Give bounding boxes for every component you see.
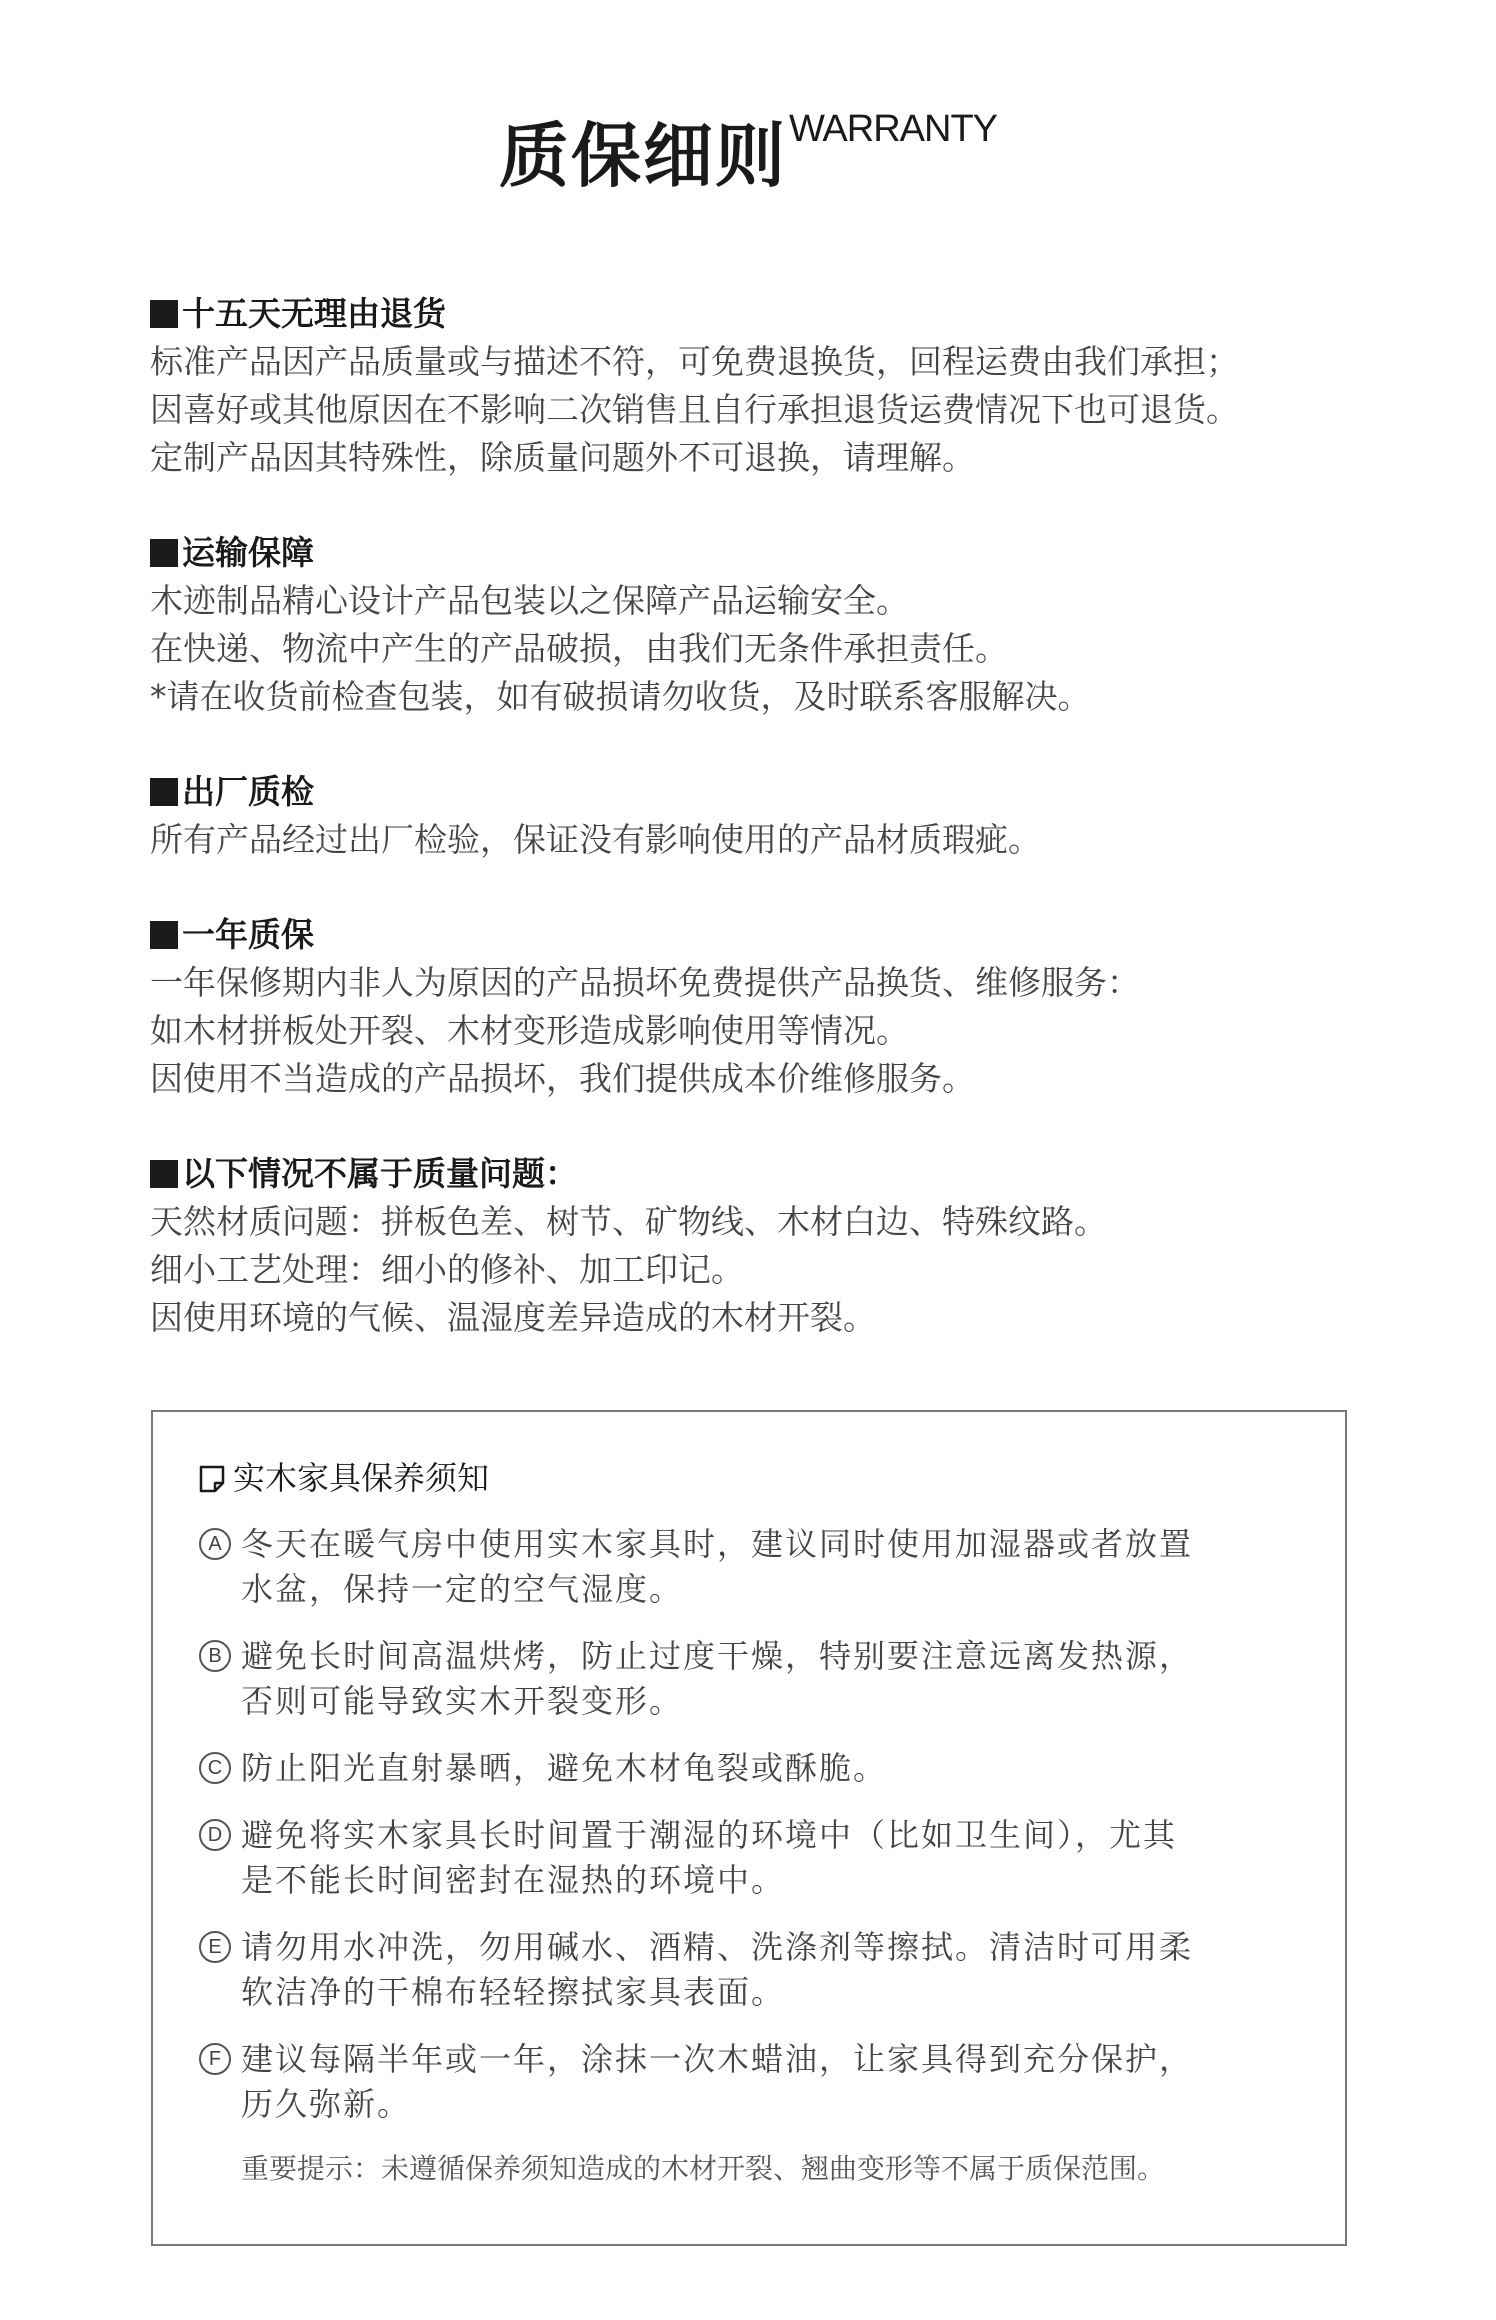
section-line: 细小工艺处理：细小的修补、加工印记。 [150,1250,744,1289]
circled-letter-e-icon: E [199,1931,231,1963]
section-shipping [150,529,1370,721]
circled-letter-d-icon: D [199,1819,231,1851]
care-item [199,1522,1319,1612]
care-item [199,1813,1319,1903]
square-bullet-icon [150,539,178,567]
section-factory-inspection [150,768,1370,864]
section-line: 因喜好或其他原因在不影响二次销售且自行承担退货运费情况下也可退货。 [150,390,1239,429]
important-note: 重要提示：未遵循保养须知造成的木材开裂、翘曲变形等不属于质保范围。 [241,2152,1166,2185]
care-title [199,1458,489,1498]
note-icon [199,1465,225,1493]
care-line: 防止阳光直射暴晒，避免木材龟裂或酥脆。 [241,1749,888,1787]
section-line: 木迹制品精心设计产品包装以之保障产品运输安全。 [150,581,909,620]
square-bullet-icon [150,300,178,328]
care-item [199,1634,1319,1724]
section-heading-text: 以下情况不属于质量问题： [182,1154,578,1193]
care-item [199,2037,1319,2127]
circled-letter-b-icon: B [199,1640,231,1672]
page-title-en: WARRANTY [788,108,998,150]
section-line: 因使用环境的气候、温湿度差异造成的木材开裂。 [150,1298,876,1337]
section-exclusions [150,1150,1370,1342]
care-line: 软洁净的干棉布轻轻擦拭家具表面。 [241,1973,786,2011]
section-line: 所有产品经过出厂检验，保证没有影响使用的产品材质瑕疵。 [150,820,1041,859]
section-line: 天然材质问题：拼板色差、树节、矿物线、木材白边、特殊纹路。 [150,1202,1107,1241]
care-item [199,1925,1319,2015]
section-heading-text: 十五天无理由退货 [182,294,446,333]
care-line: 避免长时间高温烘烤，防止过度干燥，特别要注意远离发热源， [241,1637,1194,1675]
square-bullet-icon [150,778,178,806]
section-line: 在快递、物流中产生的产品破损，由我们无条件承担责任。 [150,629,1008,668]
care-line: 建议每隔半年或一年，涂抹一次木蜡油，让家具得到充分保护， [241,2040,1194,2078]
circled-letter-c-icon: C [199,1752,231,1784]
section-heading [150,911,1370,959]
care-line: 水盆，保持一定的空气湿度。 [241,1570,684,1608]
page-title: 质保细则 [498,115,787,197]
circled-letter-f-icon: F [199,2043,231,2075]
section-heading [150,1150,1370,1198]
section-heading-text: 一年质保 [182,915,314,954]
care-list [199,1522,1319,2149]
section-line: 定制产品因其特殊性，除质量问题外不可退换，请理解。 [150,438,975,477]
section-line: *请在收货前检查包装，如有破损请勿收货，及时联系客服解决。 [150,677,1091,716]
section-line: 一年保修期内非人为原因的产品损坏免费提供产品换货、维修服务： [150,963,1140,1002]
section-heading [150,768,1370,816]
care-line: 历久弥新。 [241,2085,412,2123]
circled-letter-a-icon: A [199,1528,231,1560]
section-heading [150,290,1370,338]
square-bullet-icon [150,1160,178,1188]
section-heading-text: 运输保障 [182,533,314,572]
section-line: 标准产品因产品质量或与描述不符，可免费退换货，回程运费由我们承担； [150,342,1239,381]
care-instructions-box [151,1410,1347,2246]
care-item [199,1746,1319,1791]
section-line: 因使用不当造成的产品损坏，我们提供成本价维修服务。 [150,1059,975,1098]
care-line: 避免将实木家具长时间置于潮湿的环境中（比如卫生间），尤其 [241,1816,1178,1854]
section-heading-text: 出厂质检 [182,772,314,811]
care-line: 否则可能导致实木开裂变形。 [241,1682,684,1720]
care-title-text: 实木家具保养须知 [233,1459,490,1497]
section-heading [150,529,1370,577]
care-line: 冬天在暖气房中使用实木家具时，建议同时使用加湿器或者放置 [241,1525,1194,1563]
square-bullet-icon [150,921,178,949]
section-line: 如木材拼板处开裂、木材变形造成影响使用等情况。 [150,1011,909,1050]
care-line: 请勿用水冲洗，勿用碱水、酒精、洗涤剂等擦拭。清洁时可用柔 [241,1928,1194,1966]
warranty-sections [150,290,1370,1389]
section-return-policy [150,290,1370,482]
care-line: 是不能长时间密封在湿热的环境中。 [241,1861,786,1899]
section-one-year-warranty [150,911,1370,1103]
page-header [0,100,1496,201]
